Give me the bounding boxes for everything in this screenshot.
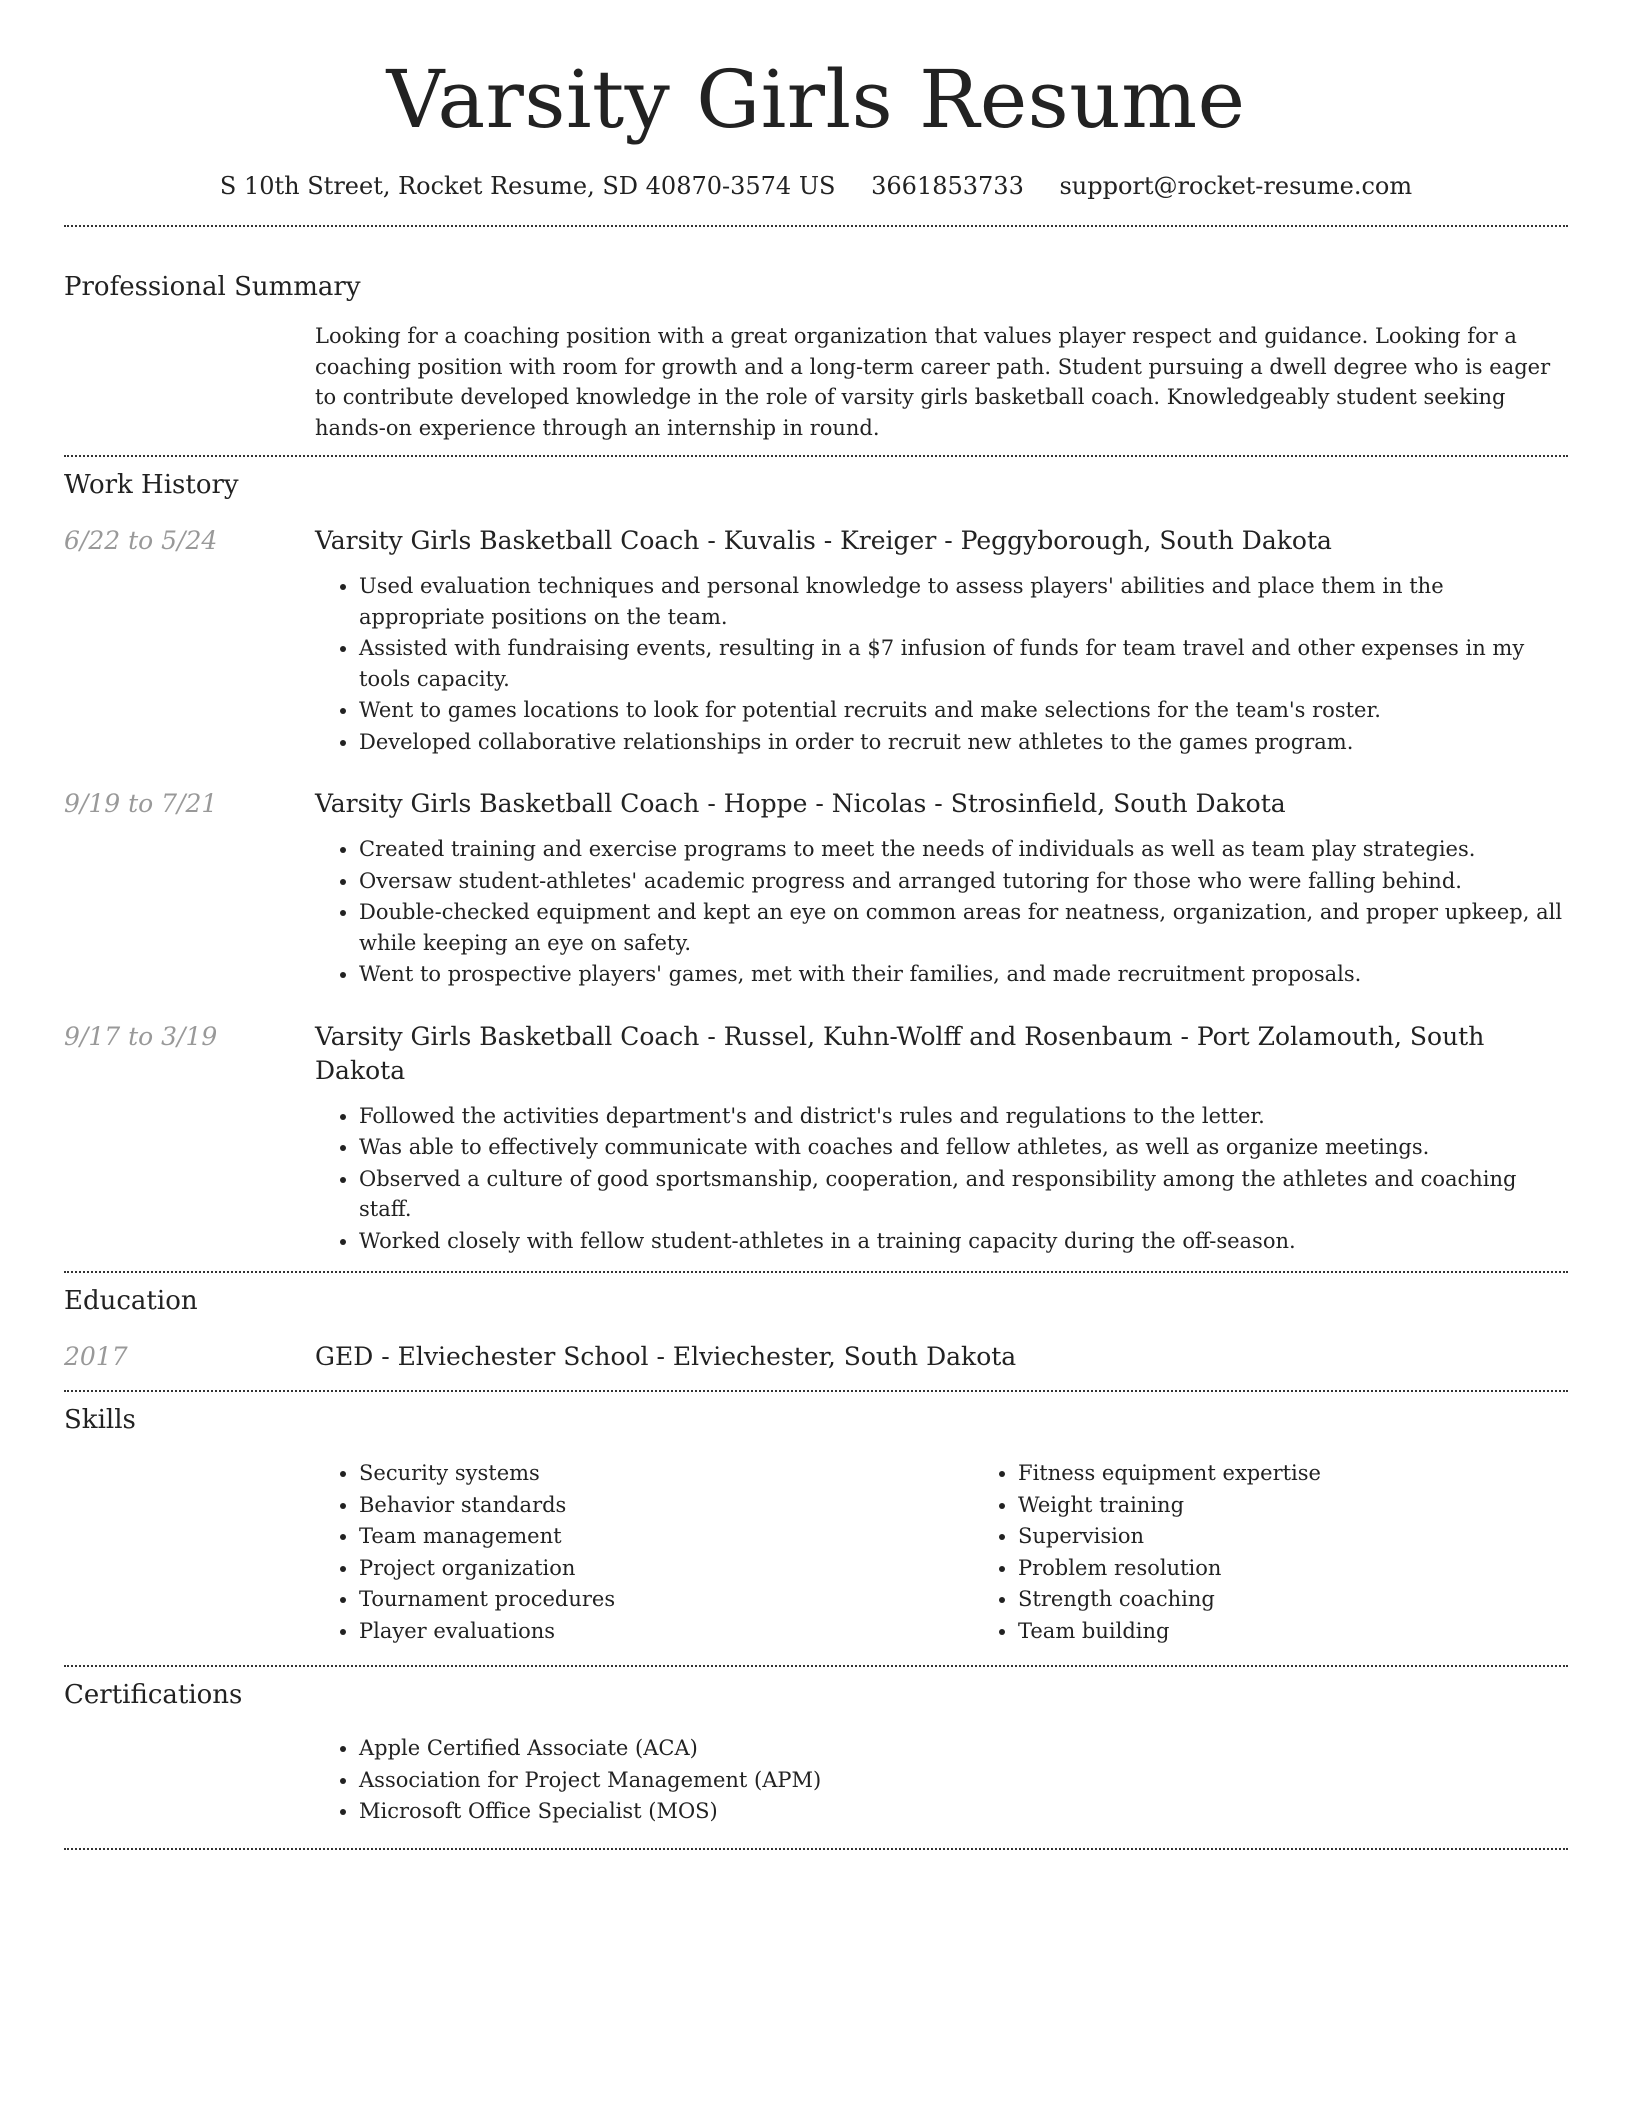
job-bullets [315, 1101, 1568, 1257]
list-item: • Double-checked equipment and kept an eye on common areas for neatness, organization, and proper upkeep, all while keeping an eye on safety. [359, 897, 1568, 958]
job-entry [64, 787, 1568, 991]
divider [64, 225, 1568, 227]
divider [64, 1848, 1568, 1850]
education-title: Education [64, 1286, 198, 1316]
list-item: • Oversaw student-athletes' academic progress and arranged tutoring for those who were falling behind. [359, 866, 1568, 897]
job-entry [64, 524, 1568, 758]
contact-address: S 10th Street, Rocket Resume, SD 40870-3574 US [219, 172, 836, 200]
job-dates: 9/19 to 7/21 [64, 789, 218, 818]
list-item: • Project organization [359, 1553, 974, 1584]
list-item: • Team building [1018, 1616, 1568, 1647]
resume-name: Varsity Girls Resume [386, 53, 1246, 146]
job-title: Varsity Girls Basketball Coach - Kuvalis - Kreiger - Peggyborough, South Dakota [315, 526, 1332, 555]
skills-list-left [315, 1458, 974, 1647]
contact-line [64, 170, 1568, 202]
list-item: • Assisted with fundraising events, resulting in a $7 infusion of funds for team travel and other expenses in my tools capacity. [359, 633, 1568, 694]
list-item: • Was able to effectively communicate with coaches and fellow athletes, as well as organize meetings. [359, 1132, 1568, 1163]
skills-list-right [974, 1458, 1568, 1647]
divider [64, 1665, 1568, 1667]
list-item: • Player evaluations [359, 1616, 974, 1647]
job-dates: 9/17 to 3/19 [64, 1021, 218, 1051]
divider [64, 1390, 1568, 1392]
summary-text: Looking for a coaching position with a great organization that values player respect and guidance. Looking for a coaching position with room for growth and a long-term career path. Student pursuing a dwell degree who is eager to contribute developed knowledge in the role of varsity girls basketball coach. Knowledgeably student seeking hands-on experience through an internship in round. [315, 324, 1551, 440]
skills-section [64, 1403, 1568, 1647]
work-history-title: Work History [64, 470, 239, 500]
job-entry [64, 1020, 1568, 1258]
certifications-title: Certifications [64, 1680, 243, 1710]
list-item: • Observed a culture of good sportsmanship, cooperation, and responsibility among the athletes and coaching staff. [359, 1164, 1568, 1225]
education-entry: GED - Elviechester School - Elviechester, South Dakota [315, 1342, 1017, 1371]
education-year: 2017 [64, 1342, 128, 1371]
list-item: • Went to games locations to look for potential recruits and make selections for the team's roster. [359, 695, 1568, 726]
list-item: • Fitness equipment expertise [1018, 1458, 1568, 1489]
job-bullets [315, 834, 1568, 990]
job-bullets [315, 571, 1568, 757]
list-item: • Strength coaching [1018, 1584, 1568, 1615]
list-item: • Problem resolution [1018, 1553, 1568, 1584]
list-item: • Tournament procedures [359, 1584, 974, 1615]
job-title: Varsity Girls Basketball Coach - Russel, Kuhn-Wolff and Rosenbaum - Port Zolamouth, South Dakota [315, 1021, 1485, 1085]
list-item: • Behavior standards [359, 1490, 974, 1521]
divider [64, 455, 1568, 457]
summary-section [64, 270, 1568, 443]
contact-email: support@rocket-resume.com [1059, 172, 1413, 200]
list-item: • Weight training [1018, 1490, 1568, 1521]
list-item: • Went to prospective players' games, met with their families, and made recruitment proposals. [359, 959, 1568, 990]
list-item: • Apple Certified Associate (ACA) [359, 1733, 1568, 1764]
contact-phone: 3661853733 [871, 172, 1024, 200]
list-item: • Followed the activities department's and district's rules and regulations to the letter. [359, 1101, 1568, 1132]
job-dates: 6/22 to 5/24 [64, 526, 218, 555]
list-item: • Microsoft Office Specialist (MOS) [359, 1796, 1568, 1827]
list-item: • Worked closely with fellow student-athletes in a training capacity during the off-season. [359, 1226, 1568, 1257]
list-item: • Security systems [359, 1458, 974, 1489]
certifications-list [315, 1733, 1568, 1827]
list-item: • Supervision [1018, 1521, 1568, 1552]
list-item: • Used evaluation techniques and personal knowledge to assess players' abilities and place them in the appropriate positions on the team. [359, 571, 1568, 632]
education-section [64, 1284, 1568, 1374]
summary-title: Professional Summary [64, 272, 361, 302]
list-item: • Created training and exercise programs to meet the needs of individuals as well as team play strategies. [359, 834, 1568, 865]
skills-title: Skills [64, 1405, 136, 1435]
list-item: • Team management [359, 1521, 974, 1552]
certifications-section [64, 1678, 1568, 1828]
divider [64, 1271, 1568, 1273]
list-item: • Developed collaborative relationships in order to recruit new athletes to the games program. [359, 727, 1568, 758]
list-item: • Association for Project Management (APM) [359, 1765, 1568, 1796]
job-title: Varsity Girls Basketball Coach - Hoppe - Nicolas - Strosinfield, South Dakota [315, 789, 1286, 818]
work-history-section [64, 468, 1568, 1257]
